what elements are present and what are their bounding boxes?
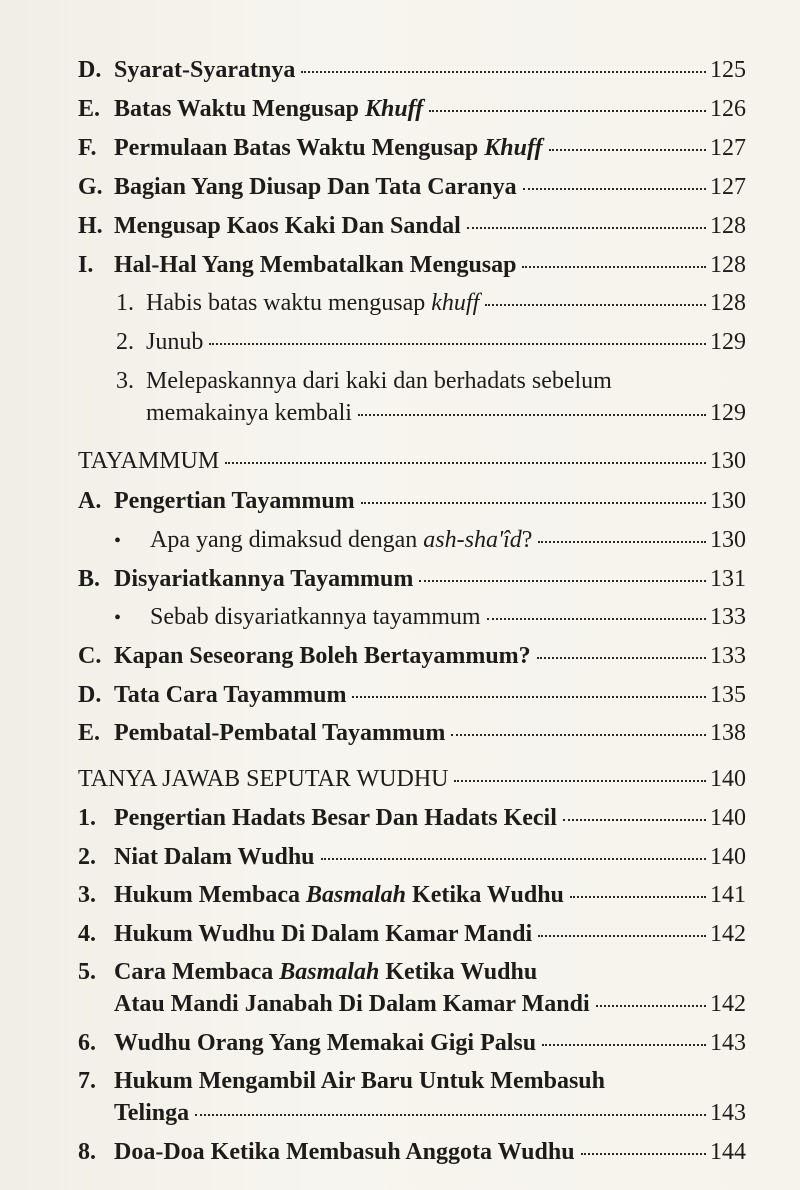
toc-entry — [78, 94, 746, 124]
entry-marker: 7. — [78, 1068, 96, 1094]
page-number: 129 — [710, 400, 746, 426]
toc-entry — [78, 718, 746, 748]
page-number: 143 — [710, 1100, 746, 1126]
page-number: 140 — [710, 844, 746, 870]
leader-dots — [537, 657, 706, 659]
entry-title: Wudhu Orang Yang Memakai Gigi Palsu — [114, 1030, 537, 1056]
page-number: 131 — [710, 566, 746, 592]
leader-dots — [563, 819, 706, 821]
leader-dots — [570, 896, 706, 898]
entry-marker: 3. — [116, 368, 134, 394]
entry-marker: 8. — [78, 1139, 96, 1165]
entry-marker: 4. — [78, 921, 96, 947]
entry-title: Permulaan Batas Waktu Mengusap Khuff — [114, 135, 543, 161]
leader-dots — [451, 734, 706, 736]
page-number: 141 — [710, 882, 746, 908]
leader-dots — [352, 696, 706, 698]
page-number: 130 — [710, 527, 746, 553]
leader-dots — [321, 858, 706, 860]
entry-title-continued: Atau Mandi Janabah Di Dalam Kamar Mandi — [114, 991, 590, 1017]
page-number: 127 — [710, 135, 746, 161]
entry-title: Syarat-Syaratnya — [114, 57, 296, 83]
toc-chapter — [78, 446, 746, 476]
toc-entry-line1 — [78, 957, 537, 987]
leader-dots — [542, 1044, 706, 1046]
page-number: 142 — [710, 991, 746, 1017]
toc-entry — [78, 880, 746, 910]
bullet-icon: • — [114, 607, 122, 629]
entry-title: Hal-Hal Yang Membatalkan Mengusap — [114, 252, 517, 278]
entry-title-continued: memakainya kembali — [146, 400, 352, 426]
toc-entry — [78, 919, 746, 949]
entry-title: Batas Waktu Mengusap Khuff — [114, 96, 424, 122]
entry-title: Pengertian Tayammum — [114, 488, 355, 514]
entry-title: Hukum Membaca Basmalah Ketika Wudhu — [114, 882, 564, 908]
leader-dots — [209, 343, 706, 345]
entry-title: Niat Dalam Wudhu — [114, 844, 315, 870]
entry-title: Melepaskannya dari kaki dan berhadats sebelum — [146, 368, 612, 394]
toc-entry — [78, 641, 746, 671]
leader-dots — [538, 935, 706, 937]
entry-title: Cara Membaca Basmalah Ketika Wudhu — [114, 959, 538, 985]
toc-entry-line1 — [78, 1066, 605, 1096]
entry-marker: 1. — [116, 290, 134, 316]
page-number: 140 — [710, 766, 746, 792]
entry-marker: I. — [78, 252, 94, 278]
entry-title: Apa yang dimaksud dengan ash-sha'îd? — [150, 527, 533, 553]
entry-marker: D. — [78, 682, 102, 708]
entry-title: Mengusap Kaos Kaki Dan Sandal — [114, 213, 461, 239]
leader-dots — [596, 1005, 706, 1007]
leader-dots — [419, 580, 706, 582]
leader-dots — [429, 110, 706, 112]
page-number: 133 — [710, 643, 746, 669]
chapter-title: TAYAMMUM — [78, 448, 220, 474]
page-number: 144 — [710, 1139, 746, 1165]
page-number: 135 — [710, 682, 746, 708]
leader-dots — [361, 502, 706, 504]
leader-dots — [195, 1114, 706, 1116]
toc-entry — [78, 1028, 746, 1058]
leader-dots — [581, 1153, 706, 1155]
toc-entry-line2 — [114, 1098, 746, 1128]
page-number: 128 — [710, 213, 746, 239]
toc-subentry — [116, 288, 746, 318]
entry-title: Kapan Seseorang Boleh Bertayammum? — [114, 643, 531, 669]
page-number: 142 — [710, 921, 746, 947]
toc-entry — [78, 172, 746, 202]
toc-chapter — [78, 764, 746, 794]
entry-marker: H. — [78, 213, 103, 239]
page-number: 129 — [710, 329, 746, 355]
toc-entry — [78, 842, 746, 872]
page-number: 126 — [710, 96, 746, 122]
toc-subentry-line1 — [116, 366, 612, 396]
leader-dots — [301, 71, 706, 73]
entry-title: Bagian Yang Diusap Dan Tata Caranya — [114, 174, 517, 200]
entry-marker: B. — [78, 566, 101, 592]
entry-marker: A. — [78, 488, 102, 514]
bullet-icon: • — [114, 530, 122, 552]
toc-entry — [78, 486, 746, 516]
page-number: 128 — [710, 252, 746, 278]
page-number: 143 — [710, 1030, 746, 1056]
entry-marker: G. — [78, 174, 103, 200]
page-number: 130 — [710, 448, 746, 474]
entry-title: Sebab disyariatkannya tayammum — [150, 604, 481, 630]
entry-marker: D. — [78, 57, 102, 83]
entry-marker: F. — [78, 135, 97, 161]
entry-marker: 5. — [78, 959, 96, 985]
entry-title: Hukum Wudhu Di Dalam Kamar Mandi — [114, 921, 533, 947]
leader-dots — [467, 227, 706, 229]
toc-subentry-line2 — [146, 398, 746, 428]
leader-dots — [523, 188, 706, 190]
toc-entry — [78, 250, 746, 280]
entry-marker: 2. — [78, 844, 96, 870]
page-number: 140 — [710, 805, 746, 831]
toc-bullet — [114, 602, 746, 633]
entry-marker: C. — [78, 643, 102, 669]
entry-marker: 2. — [116, 329, 134, 355]
entry-title: Disyariatkannya Tayammum — [114, 566, 414, 592]
toc-entry — [78, 211, 746, 241]
chapter-title: TANYA JAWAB SEPUTAR WUDHU — [78, 766, 449, 792]
page-number: 133 — [710, 604, 746, 630]
toc-entry — [78, 1137, 746, 1167]
toc-entry-line2 — [114, 989, 746, 1019]
entry-title: Pembatal-Pembatal Tayammum — [114, 720, 446, 746]
toc-entry — [78, 803, 746, 833]
entry-title: Tata Cara Tayammum — [114, 682, 347, 708]
entry-marker: 6. — [78, 1030, 96, 1056]
toc-entry — [78, 564, 746, 594]
page-number: 128 — [710, 290, 746, 316]
entry-marker: E. — [78, 96, 101, 122]
leader-dots — [522, 266, 706, 268]
entry-title-continued: Telinga — [114, 1100, 190, 1126]
entry-title: Doa-Doa Ketika Membasuh Anggota Wudhu — [114, 1139, 575, 1165]
leader-dots — [538, 541, 706, 543]
leader-dots — [487, 618, 706, 620]
page-number: 125 — [710, 57, 746, 83]
leader-dots — [225, 462, 706, 464]
toc-entry — [78, 133, 746, 163]
entry-title: Habis batas waktu mengusap khuff — [146, 290, 480, 316]
entry-title: Junub — [146, 329, 204, 355]
toc-bullet — [114, 525, 746, 556]
leader-dots — [549, 149, 706, 151]
entry-marker: 3. — [78, 882, 96, 908]
entry-marker: 1. — [78, 805, 96, 831]
leader-dots — [485, 304, 706, 306]
toc-entry — [78, 680, 746, 710]
toc-entry — [78, 55, 746, 85]
entry-title: Hukum Mengambil Air Baru Untuk Membasuh — [114, 1068, 605, 1094]
entry-title: Pengertian Hadats Besar Dan Hadats Kecil — [114, 805, 557, 831]
page-number: 130 — [710, 488, 746, 514]
toc-subentry — [116, 327, 746, 357]
page-number: 127 — [710, 174, 746, 200]
page-number: 138 — [710, 720, 746, 746]
entry-marker: E. — [78, 720, 101, 746]
leader-dots — [358, 414, 706, 416]
leader-dots — [454, 780, 706, 782]
